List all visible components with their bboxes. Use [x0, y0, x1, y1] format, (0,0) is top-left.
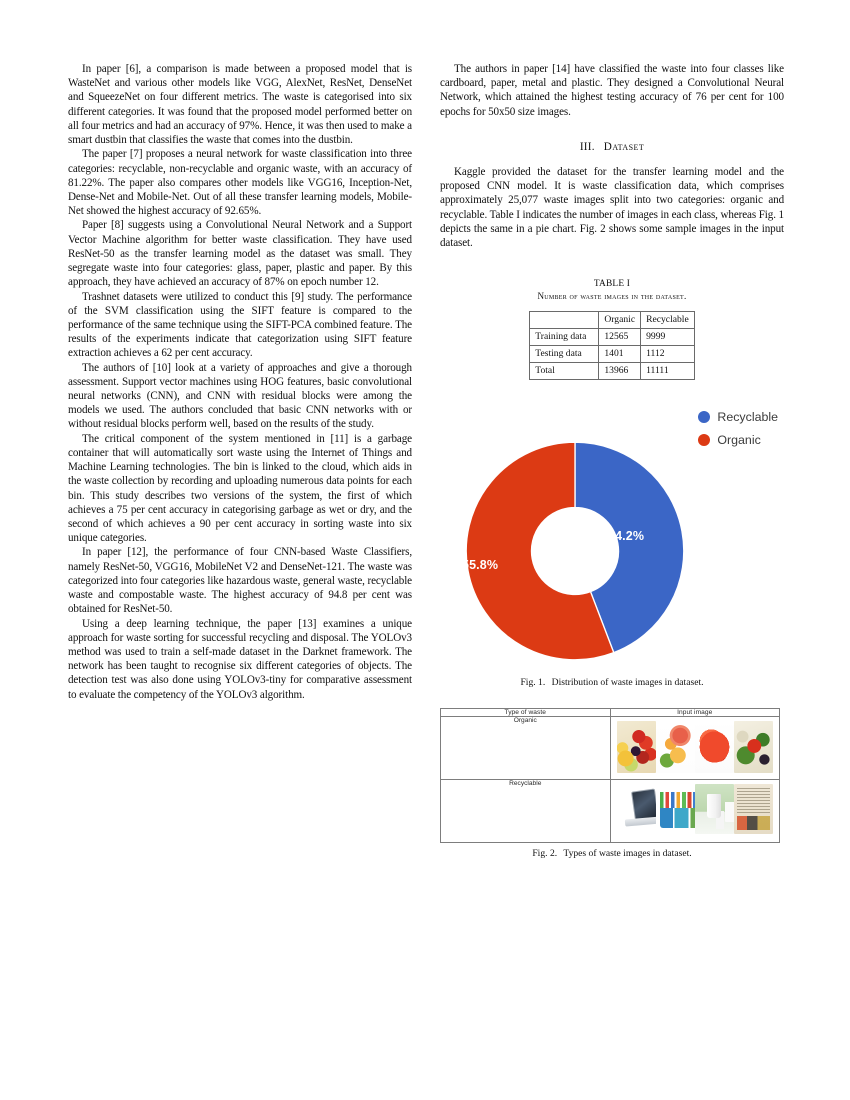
figure-two-caption-text: Types of waste images in dataset.: [563, 848, 692, 860]
table-cell-recyclable: 11111: [641, 363, 695, 380]
paragraph-ref14: The authors in paper [14] have classified the waste into four classes like cardboard, paper, metal and plastic. They designed a Convolutional Neural Network, which attained the highest testing accuracy of 76 per cent for 100 epochs for 50x50 size images.: [440, 63, 784, 118]
table-cell-organic: 12565: [599, 329, 641, 346]
legend-swatch-icon: [698, 411, 710, 423]
foam-cups-photo: [695, 784, 734, 834]
sample-images-recyclable: [610, 780, 780, 843]
tomato-salad-photo: [734, 721, 773, 773]
table-cell-organic: 1401: [599, 346, 641, 363]
sample-row-organic: [441, 717, 780, 780]
figure-two: [440, 708, 784, 860]
thumbnail-strip: [611, 780, 780, 842]
section-title: Dataset: [603, 140, 645, 153]
table-one-label: TABLE I: [593, 279, 631, 290]
table-row-label: Training data: [530, 329, 599, 346]
pencil-cups-photo: [656, 784, 695, 834]
donut-chart: [464, 440, 686, 662]
slice-value-recyclable: 44.2%: [608, 529, 645, 544]
table-row: [530, 329, 694, 346]
table-row: [530, 363, 694, 380]
table-cell-recyclable: 1112: [641, 346, 695, 363]
table-cell-organic: 13966: [599, 363, 641, 380]
sample-images-organic: [610, 717, 780, 780]
paragraph-dataset: Kaggle provided the dataset for the transfer learning model and the proposed CNN model. It is waste classification data, which comprises approximately 25,077 waste images split into two categories: organic and recyclable. Table I indicates the number of images in each class, whereas Fig. 1 depicts the same in a pie chart. Fig. 2 shows some sample images in the input dataset.: [440, 165, 784, 249]
paragraph-ref13: Using a deep learning technique, the paper [13] examines a unique approach for waste sorting for successful recycling and disposal. The YOLOv3 method was used to train a self-made dataset in the Darknet framework. The network has been taught to recognise six different categories of objects. The detection test was also done using YOLOv3-tiny for comparative assessment to evaluate the competency of the YOLOv3 algorithm.: [68, 617, 412, 701]
paragraph-ref6: In paper [6], a comparison is made between a proposed model that is WasteNet and various other models like VGG, AlexNet, ResNet, DenseNet and SqueezeNet on four different metrics. The waste is categorised into six different categories. It was found that the proposed model performed better on all four metrics and had an accuracy of 97%. Hence, it was then used to make a smart dustbin that classifies the waste that comes into the dustbin.: [68, 63, 412, 147]
paragraph-ref11: The critical component of the system mentioned in [11] is a garbage container that will automatically sort waste using the Internet of Things and Machine Learning technologies. The bin is linked to the cloud, which aids in the waste collection by recording and uploading numerous data points for each bin. This study describes two versions of the system, the first of which achieves a 75 per cent accuracy in categorising garbage as wet or dry, and the second of which achieves a 90 per cent accuracy in sorting waste into six unique categories.: [68, 432, 412, 545]
legend-swatch-icon: [698, 434, 710, 446]
donut-chart-wrap: [440, 410, 784, 672]
sample-col-type: Type of waste: [441, 709, 611, 717]
table-one: [529, 311, 694, 380]
paragraph-ref10: The authors of [10] look at a variety of approaches and give a thorough assessment. Support vector machines using HOG features, basic convolutional neural networks (CNN), and CNN with residual blocks were among the models we used. The authors concluded that basic CNN networks with or without residual blocks perform well, based on the results of the study.: [68, 361, 412, 431]
figure-two-caption-lead: Fig. 2.: [532, 848, 558, 860]
two-column-layout: [68, 62, 784, 1022]
paragraph-ref9: Trashnet datasets were utilized to conduct this [9] study. The performance of the SVM classification using the SIFT feature is compared to the performance of the same technique using the SIFT-PCA combined feature. The results of the experiments indicate that categorization using SIFT feature extraction achieves a 62 per cent accuracy.: [68, 290, 412, 360]
table-row-label: Total: [530, 363, 599, 380]
table-col-corner: [530, 312, 599, 329]
table-cell-recyclable: 9999: [641, 329, 695, 346]
paragraph-ref7: The paper [7] proposes a neural network for waste classification into three categories: recyclable, non-recyclable and organic waste, with an accuracy of 81.22%. The paper also compares other models like VGG16, Inception-Net, Dense-Net and Mobile-Net. Out of all these transfer learning models, Mobile-Net showed the highest accuracy of 92.65%.: [68, 148, 412, 218]
table-col-recyclable: Recyclable: [641, 312, 695, 329]
legend-label: Recyclable: [717, 410, 778, 425]
chart-legend: [698, 410, 778, 456]
legend-item-organic: [698, 433, 778, 447]
right-column: [440, 62, 784, 1022]
sample-images-table: [440, 708, 780, 843]
slice-value-organic: 55.8%: [462, 558, 499, 573]
legend-item-recyclable: [698, 410, 778, 424]
figure-one-caption: [440, 676, 784, 689]
sample-col-image: Input image: [610, 709, 780, 717]
laptop-photo: [617, 784, 656, 834]
figure-two-caption: [440, 847, 784, 860]
legend-label: Organic: [717, 433, 761, 448]
sample-row-recyclable: [441, 780, 780, 843]
paragraph-ref8: Paper [8] suggests using a Convolutional Neural Network and a Support Vector Machine algorithm for better waste classification. They have used ResNet-50 as the transfer learning model as the dataset was small. They segregate waste into four categories: glass, paper, plastic and paper. By this approach, they have achieved an accuracy of 87% on epoch number 12.: [68, 219, 412, 289]
table-header-row: [530, 312, 694, 329]
sample-type-label: Organic: [441, 717, 611, 780]
table-one-title: Number of waste images in the dataset.: [537, 291, 687, 302]
newspaper-photo: [734, 784, 773, 834]
section-heading-dataset: [440, 141, 784, 153]
red-pepper-photo: [695, 721, 734, 773]
mixed-berries-fruit-photo: [617, 721, 656, 773]
figure-one: [440, 410, 784, 689]
thumbnail-strip: [611, 717, 780, 779]
sample-header-row: [441, 709, 780, 717]
table-row: [530, 346, 694, 363]
table-one-block: [440, 278, 784, 380]
figure-one-caption-text: Distribution of waste images in dataset.: [551, 677, 704, 689]
sample-type-label: Recyclable: [441, 780, 611, 843]
figure-one-caption-lead: Fig. 1.: [520, 677, 546, 689]
section-numeral: III.: [579, 140, 595, 153]
peach-slices-photo: [656, 721, 695, 773]
paragraph-ref12: In paper [12], the performance of four CNN-based Waste Classifiers, namely ResNet-50, VGG16, MobileNet V2 and DenseNet-121. The waste was categorized into four categories like hazardous waste, general waste, recyclable waste and compostable waste. The highest accuracy of 94.8 per cent was obtained for ResNet-50.: [68, 546, 412, 616]
table-row-label: Testing data: [530, 346, 599, 363]
left-column: [68, 62, 412, 1022]
table-col-organic: Organic: [599, 312, 641, 329]
